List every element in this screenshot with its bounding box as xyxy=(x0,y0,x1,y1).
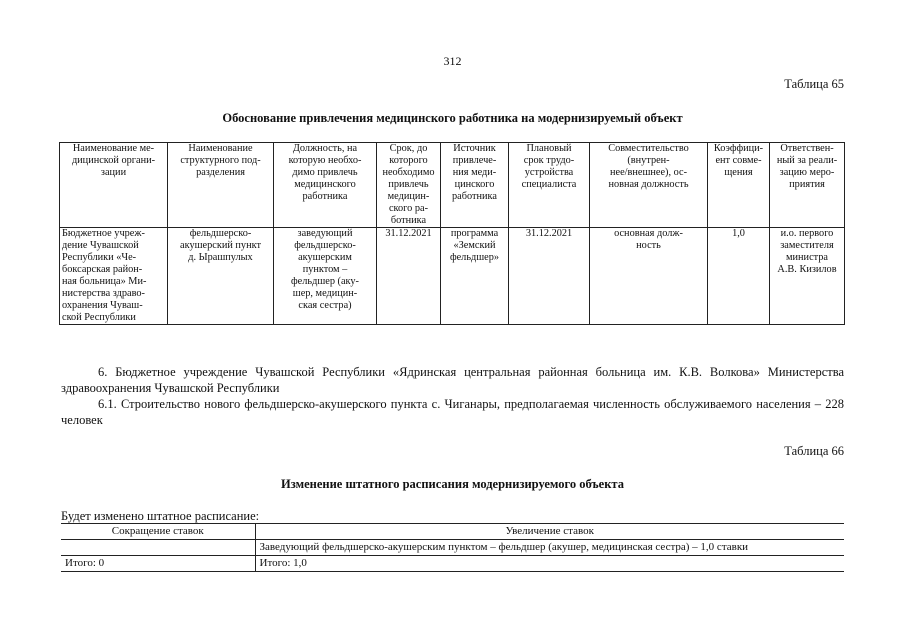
paragraph-6-1-text: 6.1. Строительство нового фельдшерско-акушерского пункта с. Чиганары, предполагаемая численность обслуживаемого населения – 228 человек xyxy=(61,397,844,427)
page-number: 312 xyxy=(443,54,462,68)
table-65-header-cell: Наименование структурного под- разделения xyxy=(168,143,274,228)
table-65-header-cell: Наименование ме- дицинской органи- зации xyxy=(60,143,168,228)
table-66-total-row xyxy=(61,556,844,572)
table-66-cell-left xyxy=(61,540,255,556)
table-65-cell: 1,0 xyxy=(708,228,770,325)
table-66 xyxy=(61,523,844,572)
table-65-header-row xyxy=(60,143,845,228)
table-66-header-increase: Увеличение ставок xyxy=(255,524,844,540)
table-65-header-cell: Плановый срок трудо- устройства специалиста xyxy=(509,143,590,228)
table-66-header-reduction: Сокращение ставок xyxy=(61,524,255,540)
table-row xyxy=(60,228,845,325)
table-65-header-cell: Срок, до которого необходимо привлечь медицин- ского ра- ботника xyxy=(377,143,441,228)
table-65-header-cell: Источник привлече- ния меди- цинского работника xyxy=(441,143,509,228)
table-66-total-left: Итого: 0 xyxy=(61,556,255,572)
table-66-title: Изменение штатного расписания модернизируемого объекта xyxy=(281,477,624,491)
table-65-header-cell: Совместительство (внутрен- нее/внешнее), ос- новная должность xyxy=(590,143,708,228)
table-65-cell: 31.12.2021 xyxy=(377,228,441,325)
table-row xyxy=(61,540,844,556)
table-65-cell: заведующий фельдшерско- акушерским пунктом – фельдшер (аку- шер, медицин- ская сестра) xyxy=(274,228,377,325)
table-66-intro: Будет изменено штатное расписание: xyxy=(61,509,260,523)
paragraph-6-1 xyxy=(61,396,844,428)
table-65-title: Обоснование привлечения медицинского работника на модернизируемый объект xyxy=(222,111,683,125)
table-65-label: Таблица 65 xyxy=(784,77,844,91)
table-66-cell-right: Заведующий фельдшерско-акушерским пунктом – фельдшер (акушер, медицинская сестра) – 1,0 ставки xyxy=(255,540,844,556)
table-65-header-cell: Коэффици- ент совме- щения xyxy=(708,143,770,228)
table-66-total-right: Итого: 1,0 xyxy=(255,556,844,572)
table-65-cell: 31.12.2021 xyxy=(509,228,590,325)
paragraph-6-text: 6. Бюджетное учреждение Чувашской Республики «Ядринская центральная районная больница им. К.В. Волкова» Министерства здравоохранения Чувашской Республики xyxy=(61,365,844,395)
table-65-cell: фельдшерско- акушерский пункт д. Ырашпулых xyxy=(168,228,274,325)
table-65-cell: Бюджетное учреж- дение Чувашской Республики «Че- боксарская район- ная больница» Ми- нистерства здраво- охранения Чуваш- ской Республики xyxy=(60,228,168,325)
table-66-header-row xyxy=(61,524,844,540)
table-65-cell: и.о. первого заместителя министра А.В. Кизилов xyxy=(770,228,845,325)
paragraph-6 xyxy=(61,364,844,396)
table-66-label: Таблица 66 xyxy=(784,444,844,458)
table-65-cell: основная долж- ность xyxy=(590,228,708,325)
table-65-header-cell: Ответствен- ный за реали- зацию меро- приятия xyxy=(770,143,845,228)
table-65 xyxy=(59,142,845,325)
table-65-cell: программа «Земский фельдшер» xyxy=(441,228,509,325)
table-65-header-cell: Должность, на которую необхо- димо привлечь медицинского работника xyxy=(274,143,377,228)
